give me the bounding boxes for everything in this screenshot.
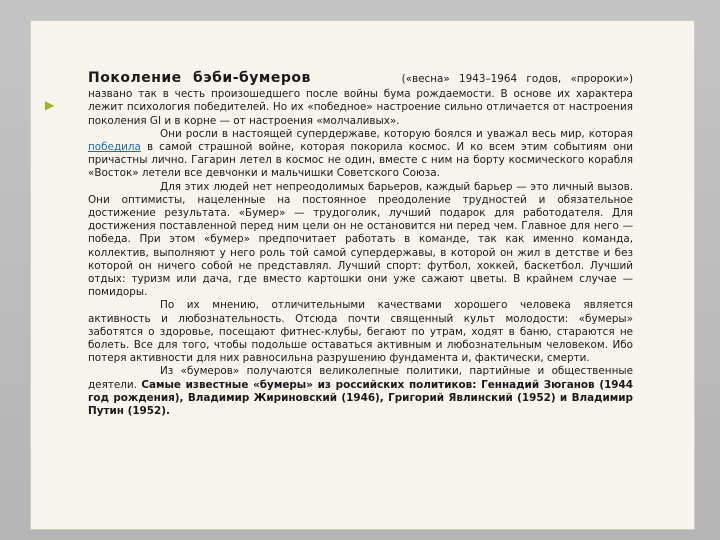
pobedila-link[interactable]: победила — [88, 141, 141, 154]
paragraph-3: Для этих людей нет непреодолимых барьеров, каждый барьер — это личный вызов. Они оптимисты, нацеленные на постоянное преодоление трудностей и обязательное достижение результата. «Бумер» — трудоголик, лучший подарок для работодателя. Для достижения поставленной перед ним цели он не остановится ни перед чем. Главное для него — победа. При этом «бумер» предпочитает работать в команде, так как именно команда, коллектив, выполняют у него роль той самой супердержавы, в которой он жил в детстве и без которой он ничего собой не представлял. Лучший спорт: футбол, хоккей, баскетбол. Лучший отдых: туризм или дача, где вместо картошки они уже сажают цветы. В крайнем случае — помидоры. — [88, 180, 633, 299]
article-text — [88, 72, 633, 418]
paragraph-5-plain: Из «бумеров» получаются великолепные политики, партийные и общественные деятели. — [88, 365, 633, 391]
paragraph-2-start: Они росли в настоящей супердержаве, которую боялся и уважал весь мир, которая — [160, 127, 633, 140]
paragraph-5-bold: Самые известные «бумеры» из российских политиков: Геннадий Зюганов (1944 год рождения), Владимир Жириновский (1946), Григорий Явлинский (1952) и Владимир Путин (1952). — [88, 378, 633, 418]
paragraph-1: названо так в честь произошедшего после войны бума рождаемости. В основе их характера лежит психология победителей. Но их «победное» настроение сильно отличается от настроения поколения GI и в корне — от настроения «молчаливых». — [88, 88, 633, 127]
paragraph-2 — [88, 128, 633, 181]
paragraph-2-end: в самой страшной войне, которая покорила космос. И ко всем этим событиям они причастны лично. Гагарин летел в космос не один, вместе с ним на борту космического корабля «Восток» летели все девчонки и мальчишки Советского Союза. — [88, 141, 633, 180]
page-title: Поколение бэби-бумеров — [88, 70, 311, 86]
title-line — [88, 72, 633, 86]
arrow-bullet-icon: ▶ — [45, 98, 55, 112]
paragraph-4: По их мнению, отличительными качествами хорошего человека является активность и любознательность. Отсюда почти священный культ молодости: «бумеры» заботятся о здоровье, посещают фитнес-клубы, бегают по утрам, ходят в баню, стараются не болеть. Все для того, чтобы подольше оставаться активным и любознательным человеком. Ибо потеря активности для них равносильна разрушению фундамента и, фактически, смерти. — [88, 299, 633, 365]
paragraph-5 — [88, 365, 633, 418]
title-dates: («весна» 1943–1964 годов, «пророки») — [401, 73, 633, 85]
